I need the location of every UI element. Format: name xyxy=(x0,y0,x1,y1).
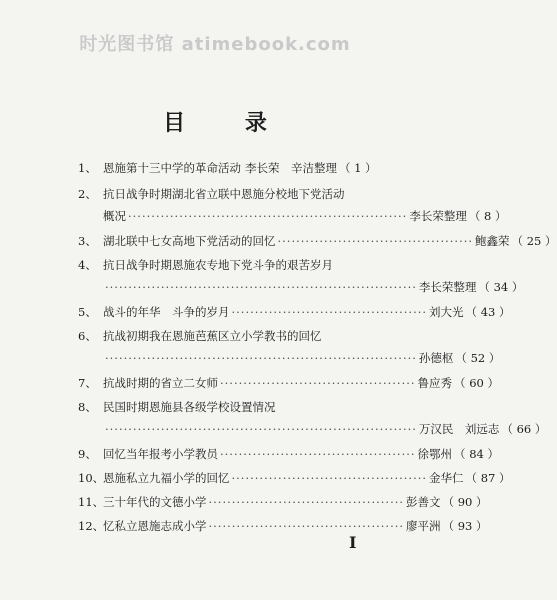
entry-author: 金华仁 xyxy=(429,471,464,485)
toc-entry-7[interactable] xyxy=(78,375,499,395)
entry-page: （ 25 ） xyxy=(511,234,557,248)
toc-entry-12[interactable] xyxy=(78,518,488,538)
entry-title: 战斗的年华 斗争的岁月 xyxy=(103,305,230,319)
leader-dots: ··································································· xyxy=(105,351,417,365)
entry-page: （ 84 ） xyxy=(454,447,499,461)
entry-page: （ 43 ） xyxy=(465,305,511,319)
entry-author: 万汉民 刘远志 xyxy=(418,422,500,436)
toc-entry-8-continued[interactable] xyxy=(103,421,547,441)
entry-title: 忆私立恩施志成小学 xyxy=(103,519,207,533)
entry-page: （ 87 ） xyxy=(465,471,511,485)
entry-number: 8、 xyxy=(78,400,97,414)
entry-author: 孙德枢 xyxy=(418,351,454,365)
page-number: I xyxy=(349,533,357,552)
entry-title-continued: 概况 xyxy=(103,209,126,223)
entry-number: 1、 xyxy=(78,161,97,175)
entry-number: 11、 xyxy=(78,495,105,509)
entry-number: 5、 xyxy=(78,305,97,319)
entry-author: 李长荣整理 xyxy=(418,280,477,294)
entry-number: 9、 xyxy=(78,447,97,461)
entry-title: 回忆当年报考小学教员 xyxy=(103,447,218,461)
entry-number: 12、 xyxy=(78,519,105,533)
leader-dots: ·········································· xyxy=(220,376,416,390)
entry-page: （ 66 ） xyxy=(501,422,547,436)
toc-entry-6-continued[interactable] xyxy=(103,350,501,370)
entry-author: 鲁应秀 xyxy=(417,376,453,390)
entry-number: 7、 xyxy=(78,376,97,390)
entry-author: 徐鄂州 xyxy=(417,447,453,461)
watermark-text: 时光图书馆 atimebook.com xyxy=(79,34,351,55)
entry-title: 恩施私立九福小学的回忆 xyxy=(103,471,230,485)
leader-dots: ···························································· xyxy=(128,209,408,223)
leader-dots: ·········································· xyxy=(231,471,428,485)
entry-page: （ 90 ） xyxy=(442,495,488,509)
entry-title: 抗战时期的省立二女师 xyxy=(103,376,218,390)
toc-entry-5[interactable] xyxy=(78,304,511,324)
entry-author: 李长荣整理 xyxy=(409,209,467,223)
entry-page: （ 52 ） xyxy=(455,351,501,365)
entry-author: 刘大光 xyxy=(429,305,464,319)
entry-number: 2、 xyxy=(78,187,97,201)
entry-title: 恩施第十三中学的革命活动 xyxy=(103,161,241,175)
entry-author: 鲍鑫荣 xyxy=(475,234,510,248)
entry-title: 三十年代的文德小学 xyxy=(103,495,207,509)
toc-entry-11[interactable] xyxy=(78,494,488,514)
toc-entry-2-continued[interactable] xyxy=(103,208,507,228)
entry-title: 抗日战争时期湖北省立联中恩施分校地下党活动 xyxy=(103,187,345,201)
toc-entry-4[interactable] xyxy=(78,257,363,277)
entry-title: 抗日战争时期恩施农专地下党斗争的艰苦岁月 xyxy=(103,258,333,272)
entry-title: 抗战初期我在恩施芭蕉区立小学教书的回忆 xyxy=(103,329,322,343)
entry-page: （ 8 ） xyxy=(468,209,507,223)
entry-page: （ 93 ） xyxy=(442,519,488,533)
entry-page: （ 34 ） xyxy=(478,280,524,294)
leader-dots: ··································································· xyxy=(105,280,417,294)
toc-entry-2[interactable] xyxy=(78,186,363,206)
toc-entry-6[interactable] xyxy=(78,328,363,348)
toc-entry-1[interactable] xyxy=(78,160,377,180)
leader-dots: ·········································· xyxy=(231,305,428,319)
entry-title: 民国时期恩施县各级学校设置情况 xyxy=(103,400,276,414)
leader-dots: ·········································· xyxy=(220,447,416,461)
entry-number: 10、 xyxy=(78,471,105,485)
leader-dots: ·········································· xyxy=(208,519,405,533)
entry-page: （ 1 ） xyxy=(339,161,377,175)
toc-entry-8[interactable] xyxy=(78,399,363,419)
entry-author: 廖平洲 xyxy=(406,519,441,533)
toc-entry-9[interactable] xyxy=(78,446,499,466)
toc-entry-3[interactable] xyxy=(78,233,557,253)
leader-dots: ·········································· xyxy=(277,234,474,248)
entry-page: （ 60 ） xyxy=(454,376,499,390)
entry-number: 3、 xyxy=(78,234,97,248)
entry-number: 4、 xyxy=(78,258,97,272)
toc-entry-10[interactable] xyxy=(78,470,511,490)
leader-dots: ··································································· xyxy=(105,422,417,436)
toc-entry-4-continued[interactable] xyxy=(103,279,524,299)
entry-author: 彭善文 xyxy=(406,495,441,509)
leader-dots: ·········································· xyxy=(208,495,405,509)
entry-title: 湖北联中七女高地下党活动的回忆 xyxy=(103,234,276,248)
entry-number: 6、 xyxy=(78,329,97,343)
page-title: 目 录 xyxy=(163,110,293,136)
entry-author: 李长荣 辛洁整理 xyxy=(245,161,337,175)
